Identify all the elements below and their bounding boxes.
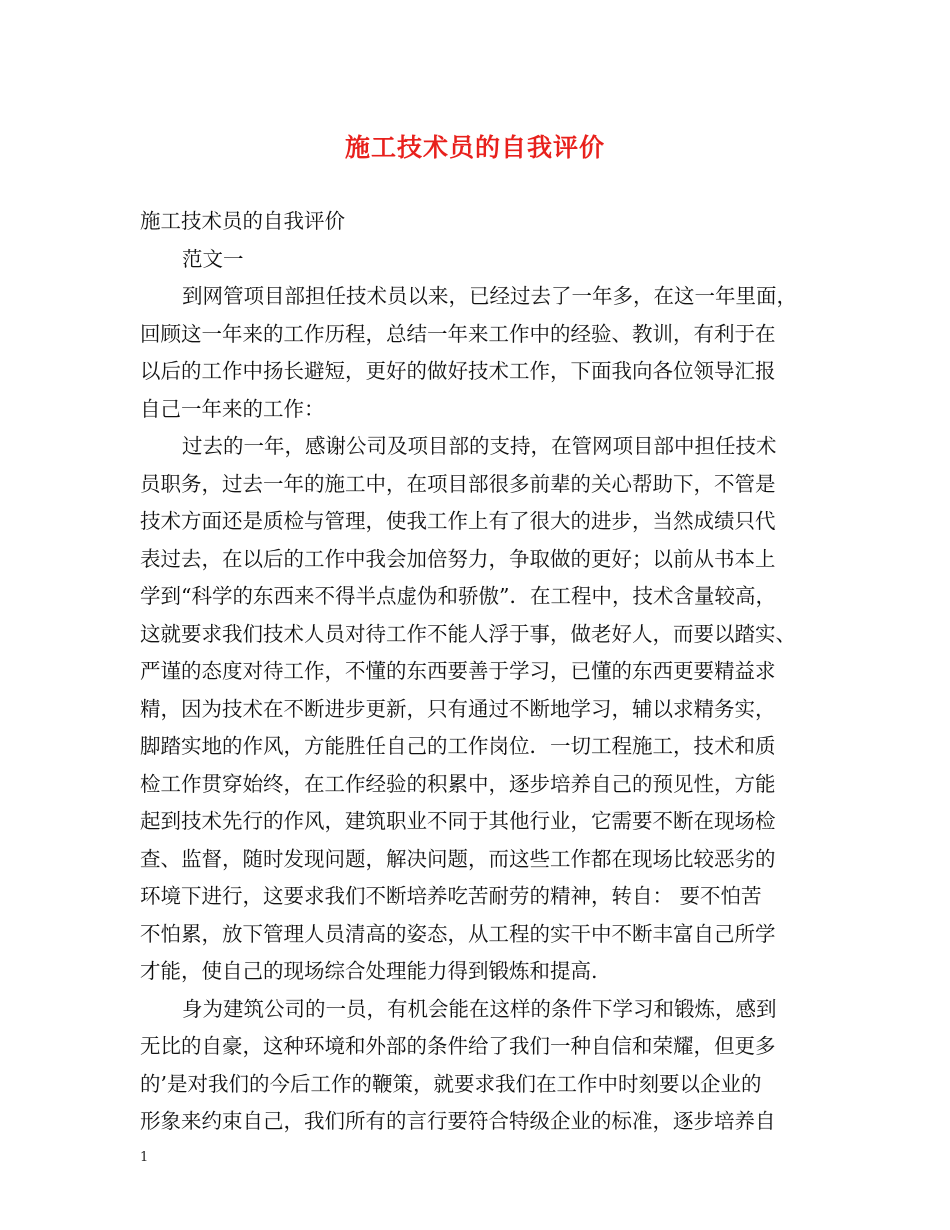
body-line: 自己一年来的工作： — [140, 396, 325, 421]
body-line: 严谨的态度对待工作，不懂的东西要善于学习，已懂的东西更要精益求 — [140, 659, 776, 683]
body-line: 的’是对我们的今后工作的鞭策，就要求我们在工作中时刻要以企业的 — [140, 1071, 762, 1096]
document-title: 施工技术员的自我评价 — [344, 133, 605, 162]
body-line: 以后的工作中扬长避短，更好的做好技术工作，下面我向各位领导汇报 — [140, 359, 776, 383]
body-line: 学到“科学的东西来不得半点虚伪和骄傲”．在工程中，技术含量较高， — [140, 584, 776, 608]
body-line: 身为建筑公司的一员，有机会能在这样的条件下学习和锻炼，感到 — [182, 996, 777, 1021]
body-line: 施工技术员的自我评价 — [140, 209, 345, 233]
body-line: 检工作贯穿始终，在工作经验的积累中，逐步培养自己的预见性，方能 — [140, 771, 776, 796]
body-line: 这就要求我们技术人员对待工作不能人浮于事，做老好人，而要以踏实、 — [140, 621, 796, 646]
body-line: 表过去，在以后的工作中我会加倍努力，争取做的更好；以前从书本上 — [140, 546, 776, 571]
body-line: 起到技术先行的作风，建筑职业不同于其他行业，它需要不断在现场检 — [140, 809, 776, 833]
body-line: 无比的自豪，这种环境和外部的条件给了我们一种自信和荣耀，但更多 — [140, 1034, 776, 1058]
body-line: 技术方面还是质检与管理，使我工作上有了很大的进步，当然成绩只代 — [140, 509, 776, 533]
document-body — [140, 203, 830, 1141]
body-line: 形象来约束自己，我们所有的言行要符合特级企业的标准，逐步培养自 — [140, 1109, 776, 1133]
body-line: 范文一 — [182, 246, 244, 271]
body-line: 脚踏实地的作风，方能胜任自己的工作岗位．一切工程施工，技术和质 — [140, 734, 776, 758]
body-line: 环境下进行，这要求我们不断培养吃苦耐劳的精神，转自： 要不怕苦 — [140, 884, 762, 908]
body-line: 到网管项目部担任技术员以来，已经过去了一年多，在这一年里面， — [182, 284, 797, 308]
body-line: 回顾这一年来的工作历程，总结一年来工作中的经验、教训，有利于在 — [140, 321, 776, 346]
page-number: 1 — [140, 1150, 149, 1165]
body-line: 精，因为技术在不断进步更新，只有通过不断地学习，辅以求精务实， — [140, 696, 776, 721]
body-line: 才能，使自己的现场综合处理能力得到锻炼和提高. — [140, 959, 598, 983]
body-line: 员职务，过去一年的施工中，在项目部很多前辈的关心帮助下，不管是 — [140, 471, 776, 496]
body-line: 过去的一年，感谢公司及项目部的支持，在管网项目部中担任技术 — [182, 434, 777, 458]
body-line: 不怕累，放下管理人员清高的姿态，从工程的实干中不断丰富自己所学 — [140, 921, 776, 946]
body-line: 查、监督，随时发现问题，解决问题，而这些工作都在现场比较恶劣的 — [140, 846, 776, 871]
